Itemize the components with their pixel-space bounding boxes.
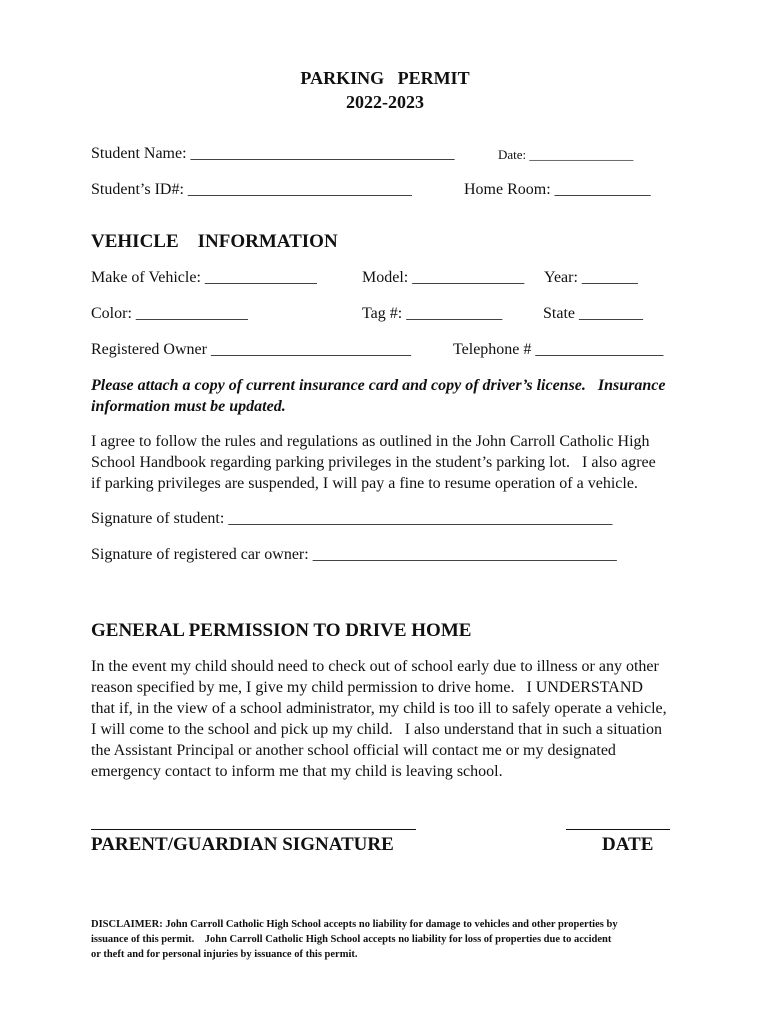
- registered-owner-field: Registered Owner _________________________: [91, 341, 411, 358]
- permission-line: reason specified by me, I give my child permission to drive home. I UNDERSTAND: [91, 679, 643, 696]
- disclaimer-line: issuance of this permit. John Carroll Catholic High School accepts no liability for loss of properties due to accident: [91, 934, 612, 945]
- parent-date-line: [566, 829, 670, 830]
- permission-heading: GENERAL PERMISSION TO DRIVE HOME: [91, 620, 472, 641]
- permission-line: the Assistant Principal or another school official will contact me or my designated: [91, 742, 616, 759]
- permission-line: that if, in the view of a school administrator, my child is too ill to safely operate a vehicle,: [91, 700, 667, 717]
- telephone-field: Telephone # ________________: [453, 341, 664, 358]
- insurance-notice-line: information must be updated.: [91, 398, 286, 415]
- agreement-line: if parking privileges are suspended, I will pay a fine to resume operation of a vehicle.: [91, 475, 638, 492]
- disclaimer-line: DISCLAIMER: John Carroll Catholic High School accepts no liability for damage to vehicles and other properties by: [91, 919, 618, 930]
- disclaimer-line: or theft and for personal injuries by issuance of this permit.: [91, 949, 358, 960]
- student-id-field: Student’s ID#: ____________________________: [91, 181, 412, 198]
- agreement-line: School Handbook regarding parking privileges in the student’s parking lot. I also agree: [91, 454, 656, 471]
- parent-signature-line: [91, 829, 416, 830]
- color-field: Color: ______________: [91, 305, 248, 322]
- permission-line: I will come to the school and pick up my child. I also understand that in such a situation: [91, 721, 662, 738]
- student-name-field: Student Name: _________________________________: [91, 145, 455, 162]
- owner-signature-field: Signature of registered car owner: ______________________________________: [91, 546, 617, 563]
- form-title: PARKING PERMIT: [300, 68, 470, 88]
- model-field: Model: ______________: [362, 269, 525, 286]
- tag-field: Tag #: ____________: [362, 305, 503, 322]
- parent-date-label: DATE: [602, 834, 654, 855]
- state-field: State ________: [543, 305, 643, 322]
- make-field: Make of Vehicle: ______________: [91, 269, 317, 286]
- permission-line: emergency contact to inform me that my child is leaving school.: [91, 763, 503, 780]
- home-room-field: Home Room: ____________: [464, 181, 651, 198]
- vehicle-info-heading: VEHICLE INFORMATION: [91, 231, 338, 252]
- school-year: 2022-2023: [346, 92, 424, 112]
- student-signature-field: Signature of student: ________________________________________________: [91, 510, 613, 527]
- permission-line: In the event my child should need to check out of school early due to illness or any other: [91, 658, 659, 675]
- date-field: Date: ________________: [498, 147, 634, 162]
- agreement-line: I agree to follow the rules and regulations as outlined in the John Carroll Catholic High: [91, 433, 650, 450]
- year-field: Year: _______: [544, 269, 638, 286]
- parent-signature-label: PARENT/GUARDIAN SIGNATURE: [91, 834, 394, 855]
- insurance-notice-line: Please attach a copy of current insurance card and copy of driver’s license. Insurance: [91, 377, 666, 394]
